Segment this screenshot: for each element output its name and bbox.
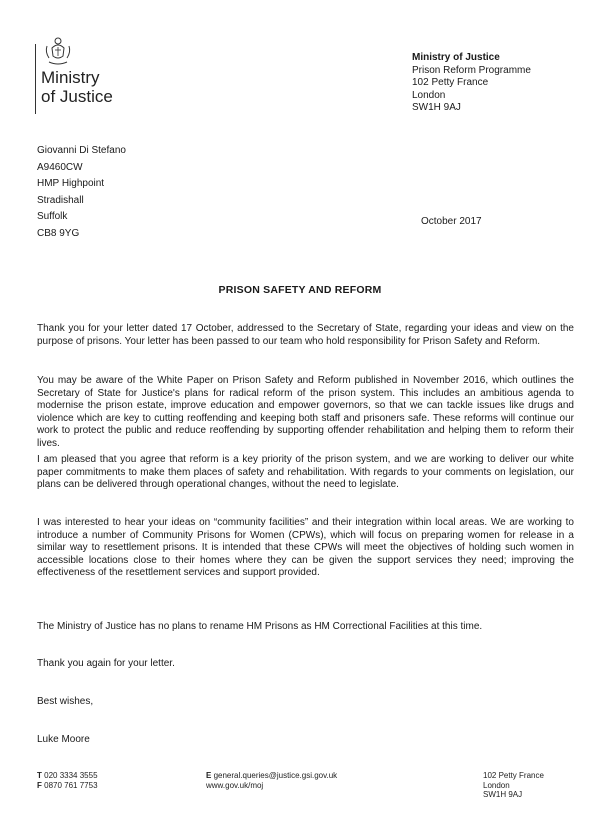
paragraph-2: You may be aware of the White Paper on Prison Safety and Reform published in November 2016, which outlines the Secretary of State for Justice's plans for radical reform of the prison system. This includes an ambitious agenda to modernise the prison estate, improve education and empower governors, so that we can tackle issues like drugs and violence which are key to cutting reoffending and keeping both staff and prisoners safe. These reforms will continue our work to protect the public and reduce reoffending by supporting offender rehabilitation and helping them to reform their lives.	[37, 375, 574, 449]
fax-label: F	[37, 780, 42, 790]
sender-line-3: London	[412, 89, 446, 101]
paragraph-4: I was interested to hear your ideas on “community facilities” and their integration within local areas. We are working to introduce a number of Community Prisons for Women (CPWs), which will focus on preparing women for release in a similar way to resettlement prisons. It is intended that these CPWs will meet the objectives of holding such women in accessible locations close to their homes where they can be given the support services they need; improving the effectiveness of the resettlement services and support provided.	[37, 517, 574, 579]
footer-address-2: London	[483, 780, 510, 790]
paragraph-5: The Ministry of Justice has no plans to rename HM Prisons as HM Correctional Facilities at this time.	[37, 621, 483, 632]
email-link[interactable]: general.queries@justice.gsi.gov.uk	[213, 771, 338, 780]
email-label: E	[206, 771, 212, 780]
paragraph-1: Thank you for your letter dated 17 October, addressed to the Secretary of State, regarding your ideas and view on the purpose of prisons. Your letter has been passed to our team who hold responsibility for Prison Safety and Reform.	[37, 323, 574, 347]
sender-line-4: SW1H 9AJ	[412, 102, 461, 113]
sign-off: Best wishes,	[37, 696, 94, 707]
signatory-name: Luke Moore	[37, 734, 90, 745]
letter-title: PRISON SAFETY AND REFORM	[218, 284, 382, 296]
logo-line-2: of Justice	[41, 87, 113, 106]
logo-line-1: Ministry	[41, 68, 100, 87]
paragraph-3: I am pleased that you agree that reform is a key priority of the prison system, and we are working to deliver our white paper commitments to make them places of safety and rehabilitation. With regards to your comments on legislation, our plans can be delivered through operational changes, without the need to legislate.	[37, 454, 574, 491]
footer-contact-web	[206, 771, 337, 790]
recipient-number: A9460CW	[37, 161, 83, 173]
closing-thanks: Thank you again for your letter.	[37, 658, 175, 669]
recipient-name: Giovanni Di Stefano	[37, 145, 126, 156]
sender-line-1: Prison Reform Programme	[412, 64, 531, 76]
phone-label: T	[37, 771, 42, 780]
website-link[interactable]: www.gov.uk/moj	[206, 780, 264, 790]
royal-crest-icon	[43, 36, 73, 68]
recipient-town: Stradishall	[37, 194, 84, 206]
footer-address	[483, 771, 544, 800]
sender-name: Ministry of Justice	[412, 52, 500, 63]
recipient-postcode: CB8 9YG	[37, 227, 80, 239]
recipient-prison: HMP Highpoint	[37, 178, 105, 189]
recipient-address	[37, 143, 126, 242]
sender-address	[412, 52, 531, 115]
footer-address-3: SW1H 9AJ	[483, 790, 523, 799]
letter-date: October 2017	[421, 216, 482, 227]
sender-line-2: 102 Petty France	[412, 77, 489, 88]
phone-number: 020 3334 3555	[44, 771, 98, 780]
fax-number: 0870 761 7753	[44, 780, 98, 790]
footer-address-1: 102 Petty France	[483, 771, 544, 780]
logo-wordmark	[41, 68, 113, 106]
footer-contact-phone	[37, 771, 98, 790]
logo-divider	[35, 44, 36, 114]
recipient-county: Suffolk	[37, 211, 68, 222]
